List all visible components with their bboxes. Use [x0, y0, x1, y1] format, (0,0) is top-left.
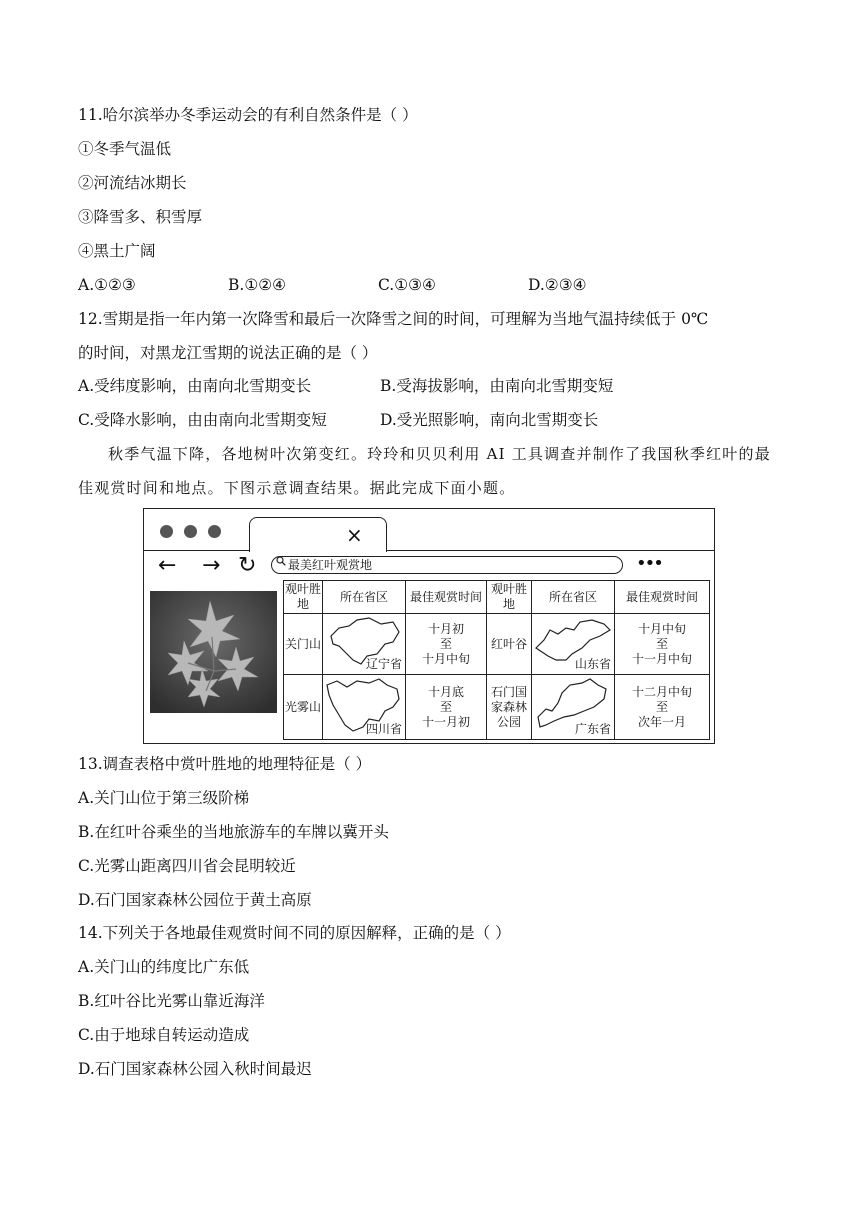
window-dot-3 — [208, 525, 221, 538]
close-icon[interactable]: × — [346, 523, 363, 547]
province-map-cell — [532, 614, 615, 675]
q14-stem: 14.下列关于各地最佳观赏时间不同的原因解释，正确的是（ ） — [78, 924, 511, 942]
site-cell: 关门山 — [284, 614, 323, 675]
window-dot-1 — [160, 525, 173, 538]
q13-option-c: C.光雾山距离四川省会昆明较近 — [78, 857, 296, 875]
q11-stem: 11.哈尔滨举办冬季运动会的有利自然条件是（ ） — [78, 106, 418, 124]
province-label: 山东省 — [574, 657, 611, 671]
q11-item-3: ③降雪多、积雪厚 — [78, 208, 203, 226]
time-cell — [615, 614, 710, 675]
q14-option-c: C.由于地球自转运动造成 — [78, 1026, 250, 1044]
back-arrow-icon[interactable]: ← — [158, 553, 177, 578]
q11-item-4: ④黑土广阔 — [78, 242, 156, 260]
q11-item-1: ①冬季气温低 — [78, 140, 172, 158]
header-site-b: 观叶胜地 — [487, 581, 532, 614]
q11-option-b: B.①②④ — [228, 276, 287, 294]
q12-stem-line1: 12.雪期是指一年内第一次降雪和最后一次降雪之间的时间，可理解为当地气温持续低于 0℃ — [78, 310, 709, 328]
browser-tab[interactable] — [249, 517, 387, 552]
time-start: 十二月中旬 — [631, 684, 692, 699]
header-time-a: 最佳观赏时间 — [406, 581, 487, 614]
time-end: 十月中旬 — [421, 651, 470, 666]
reload-icon[interactable]: ↻ — [238, 553, 257, 578]
maple-leaf-photo — [150, 591, 277, 713]
time-to: 至 — [439, 699, 452, 714]
table-row — [284, 675, 710, 740]
table-row — [284, 614, 710, 675]
province-label: 四川省 — [365, 722, 402, 736]
search-icon — [276, 555, 286, 569]
q12-stem-line2: 的时间，对黑龙江雪期的说法正确的是（ ） — [78, 344, 378, 362]
q13-option-a: A.关门山位于第三级阶梯 — [78, 789, 250, 807]
time-end: 十一月初 — [421, 714, 470, 729]
table-header-row — [284, 581, 710, 614]
time-cell — [406, 614, 487, 675]
province-map-cell — [323, 675, 406, 740]
browser-figure — [143, 508, 715, 744]
tabbar-divider-left — [144, 550, 250, 551]
forward-arrow-icon[interactable]: → — [202, 553, 221, 578]
time-cell — [615, 675, 710, 740]
search-query: 最美红叶观赏地 — [288, 558, 373, 572]
red-leaf-table — [283, 580, 710, 740]
q12-option-d: D.受光照影响，南向北雪期变长 — [380, 411, 599, 429]
header-site-a: 观叶胜地 — [284, 581, 323, 614]
more-icon[interactable]: ••• — [636, 553, 662, 574]
intro-text: 秋季气温下降，各地树叶次第变红。玲玲和贝贝利用 AI 工具调查并制作了我国秋季红叶的最佳观赏时间和地点。下图示意调查结果。据此完成下面小题。 — [78, 445, 771, 497]
q11-option-c: C.①③④ — [378, 276, 436, 294]
time-end: 次年一月 — [637, 714, 686, 729]
q13-option-d: D.石门国家森林公园位于黄土高原 — [78, 891, 312, 909]
q11-item-2: ②河流结冰期长 — [78, 174, 187, 192]
time-to: 至 — [655, 699, 668, 714]
q13-stem: 13.调查表格中赏叶胜地的地理特征是（ ） — [78, 755, 372, 773]
time-start: 十月中旬 — [637, 621, 686, 636]
time-start: 十月初 — [427, 621, 464, 636]
q12-option-a: A.受纬度影响，由南向北雪期变长 — [78, 377, 312, 395]
time-to: 至 — [655, 636, 668, 651]
header-time-b: 最佳观赏时间 — [615, 581, 710, 614]
address-bar[interactable] — [271, 556, 623, 574]
q11-option-d: D.②③④ — [528, 276, 587, 294]
province-map-cell — [532, 675, 615, 740]
time-start: 十月底 — [427, 684, 464, 699]
site-label: 石门国家森林公园 — [490, 684, 527, 729]
tabbar-divider-right — [384, 550, 714, 551]
site-cell: 光雾山 — [284, 675, 323, 740]
intro-paragraph — [78, 437, 783, 505]
q14-option-b: B.红叶谷比光雾山靠近海洋 — [78, 992, 265, 1010]
time-to: 至 — [439, 636, 452, 651]
site-cell — [487, 675, 532, 740]
time-cell — [406, 675, 487, 740]
q14-option-a: A.关门山的纬度比广东低 — [78, 958, 250, 976]
province-label: 辽宁省 — [365, 657, 402, 671]
time-end: 十一月中旬 — [631, 651, 692, 666]
q12-option-b: B.受海拔影响，由南向北雪期变短 — [380, 377, 614, 395]
q11-option-a: A.①②③ — [78, 276, 136, 294]
site-cell: 红叶谷 — [487, 614, 532, 675]
window-dot-2 — [184, 525, 197, 538]
q14-option-d: D.石门国家森林公园入秋时间最迟 — [78, 1060, 312, 1078]
province-label: 广东省 — [574, 722, 611, 736]
province-map-cell — [323, 614, 406, 675]
q12-option-c: C.受降水影响，由由南向北雪期变短 — [78, 411, 327, 429]
header-province-a: 所在省区 — [323, 581, 406, 614]
q13-option-b: B.在红叶谷乘坐的当地旅游车的车牌以冀开头 — [78, 823, 389, 841]
header-province-b: 所在省区 — [532, 581, 615, 614]
